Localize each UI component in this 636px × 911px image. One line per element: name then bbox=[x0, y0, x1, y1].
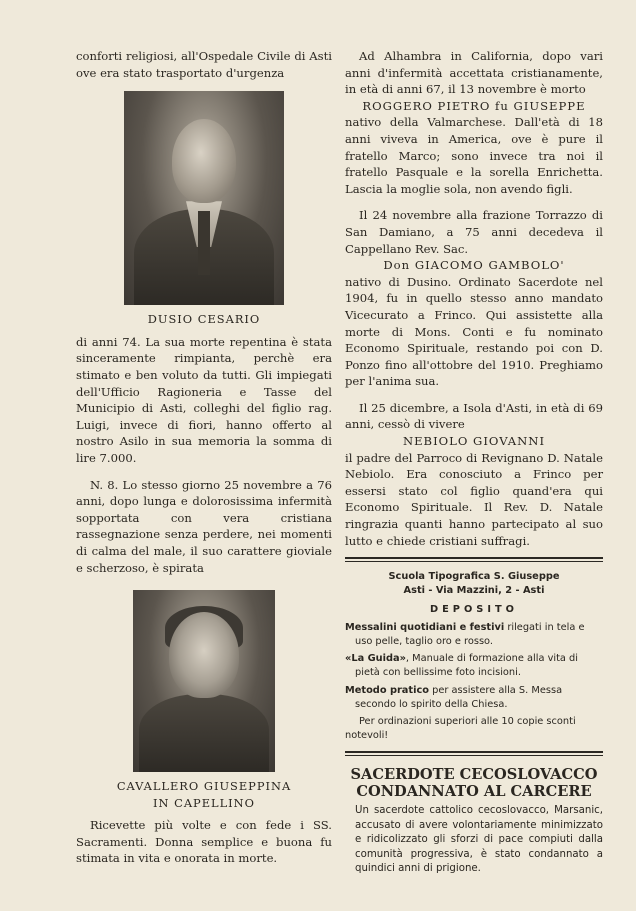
name-gambolo: Don GIACOMO GAMBOLO' bbox=[383, 258, 565, 273]
obituary-nebiolo-intro: Il 25 dicembre, a Isola d'Asti, in età di 69 anni, cessò di vivere bbox=[345, 400, 603, 432]
obituary-nebiolo-text: il padre del Parroco di Revignano D. Natale Nebiolo. Era conosciuto a Frinco per essersi stato col figlio quand'era qui Economo Spirituale. Il Rev. D. Natale ringrazia quanti hanno partecipato al suo lutto e chiede cristiani suffragi. bbox=[345, 450, 603, 548]
left-column bbox=[76, 48, 332, 867]
portrait-head bbox=[169, 612, 239, 698]
print-shop-advert bbox=[345, 570, 603, 743]
obituary-roggero-intro: Ad Alhambra in California, dopo vari anni d'infermità accettata cristianamente, in età di anni 67, il 13 novembre è morto bbox=[345, 49, 603, 97]
obituary-cavallero-text: Ricevette più volte e con fede i SS. Sacramenti. Donna semplice e buona fu stimata in vita e onorata in morte. bbox=[76, 818, 332, 866]
photo-caption-cavallero-line1: CAVALLERO GIUSEPPINA bbox=[116, 779, 292, 794]
photo-caption-dusio: DUSIO CESARIO bbox=[147, 312, 261, 327]
section-divider bbox=[345, 751, 603, 753]
news-body-text: Un sacerdote cattolico cecoslovacco, Marsanic, accusato di avere volontariamente minimizzato e ridicolizzato gli sforzi di pace compiuti dalla comunità progressiva, è stato condannato a quindici anni di prigione. bbox=[355, 805, 603, 875]
advert-item-metodo: Metodo pratico per assistere alla S. Messa secondo lo spirito della Chiesa. bbox=[345, 684, 563, 710]
section-divider bbox=[345, 557, 603, 559]
obituary-intro-text: conforti religiosi, all'Ospedale Civile di Asti ove era stato trasportato d'urgenza bbox=[76, 49, 332, 80]
portrait-head bbox=[172, 119, 236, 203]
portrait-body bbox=[139, 694, 269, 772]
obituary-gambolo-intro: Il 24 novembre alla frazione Torrazzo di San Damiano, a 75 anni decedeva il Cappellano Rev. Sac. bbox=[345, 208, 603, 256]
advert-shop-address: Asti - Via Mazzini, 2 - Asti bbox=[403, 585, 545, 597]
obituary-cavallero-intro: N. 8. Lo stesso giorno 25 novembre a 76 anni, dopo lunga e dolorosissima infermità sopportata con vera cristiana rassegnazione senza perdere, nei momenti di calma del male, il suo carattere gioviale e scherzoso, è spirata bbox=[76, 477, 332, 575]
portrait-tie bbox=[198, 211, 210, 275]
right-column bbox=[345, 48, 603, 876]
name-nebiolo: NEBIOLO GIOVANNI bbox=[402, 434, 546, 449]
advert-discount-note: Per ordinazioni superiori alle 10 copie sconti notevoli! bbox=[345, 716, 576, 742]
photo-caption-cavallero-line2: IN CAPELLINO bbox=[153, 795, 255, 810]
obituary-roggero-text: nativo della Valmarchese. Dall'età di 18 anni viveva in America, ove è pure il fratello Marco; sono invece tra noi il fratello Pasquale e la sorella Enrichetta. Lascia la moglie sola, non avendo figli. bbox=[345, 115, 603, 196]
portrait-photo-dusio bbox=[124, 91, 284, 305]
section-divider-thin bbox=[345, 755, 603, 756]
obituary-dusio-text: di anni 74. La sua morte repentina è stata sinceramente rimpianta, perchè era stimato e ben voluto da tutti. Gli impiegati dell'Ufficio Ragioneria e Tasse del Municipio di Asti, colleghi del figlio rag. Luigi, invece di fiori, hanno offerto al nostro Asilo in sua memoria la somma di lire 7.000. bbox=[76, 334, 332, 465]
advert-item-guida: «La Guida», Manuale di formazione alla vita di pietà con bellissime foto incisioni. bbox=[345, 653, 578, 679]
advert-shop-name: Scuola Tipografica S. Giuseppe bbox=[388, 571, 560, 583]
portrait-photo-cavallero bbox=[133, 590, 275, 772]
advert-item-messalini: Messalini quotidiani e festivi rilegati in tela e uso pelle, taglio oro e rosso. bbox=[345, 621, 585, 648]
name-roggero: ROGGERO PIETRO fu GIUSEPPE bbox=[362, 98, 586, 113]
advert-deposito-heading: DEPOSITO bbox=[429, 603, 519, 615]
news-headline-line2: CONDANNATO AL CARCERE bbox=[356, 783, 592, 801]
obituary-gambolo-text: nativo di Dusino. Ordinato Sacerdote nel 1904, fu in quello stesso anno mandato Vicecurato a Frinco. Qui assistette alla morte di Mons. Conti e fu nominato Economo Spirituale, restando poi con D. Ponzo fino all'ottobre del 1910. Preghiamo per l'anima sua. bbox=[345, 274, 603, 389]
section-divider-thin bbox=[345, 561, 603, 562]
news-headline-line1: SACERDOTE CECOSLOVACCO bbox=[350, 766, 598, 784]
